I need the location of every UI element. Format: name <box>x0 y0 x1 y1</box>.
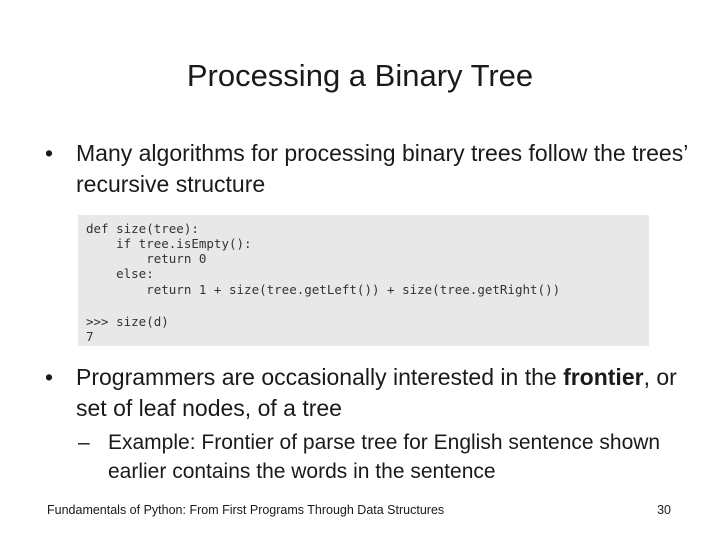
bullet-2-text-start: Programmers are occasionally interested in the <box>76 364 564 390</box>
footer-book-title: Fundamentals of Python: From First Programs Through Data Structures <box>47 503 445 517</box>
code-block <box>78 215 649 346</box>
frontier-term: frontier <box>563 364 644 390</box>
code-line: def size(tree): <box>86 221 199 236</box>
footer-page-number: 30 <box>657 503 671 517</box>
code-line: return 0 <box>86 251 207 266</box>
sub-bullet-text: Example: Frontier of parse tree for English sentence shown earlier contains the words in the sentence <box>108 431 661 483</box>
slide-title: Processing a Binary Tree <box>186 58 534 93</box>
bullet-1-text: Many algorithms for processing binary trees follow the trees’ recursive structure <box>76 140 688 197</box>
code-line: else: <box>86 266 154 281</box>
code-line: >>> size(d) <box>86 314 169 329</box>
code-line: return 1 + size(tree.getLeft()) + size(tree.getRight()) <box>86 282 561 297</box>
code-line: if tree.isEmpty(): <box>86 236 252 251</box>
sub-bullet-marker: – <box>78 431 90 454</box>
bullet-2-text <box>76 362 696 424</box>
code-line: 7 <box>86 329 94 344</box>
bullet-marker: • <box>45 364 54 390</box>
bullet-marker: • <box>45 140 54 166</box>
bullet-2-text-end: , or set of leaf nodes, of a tree <box>76 364 677 421</box>
